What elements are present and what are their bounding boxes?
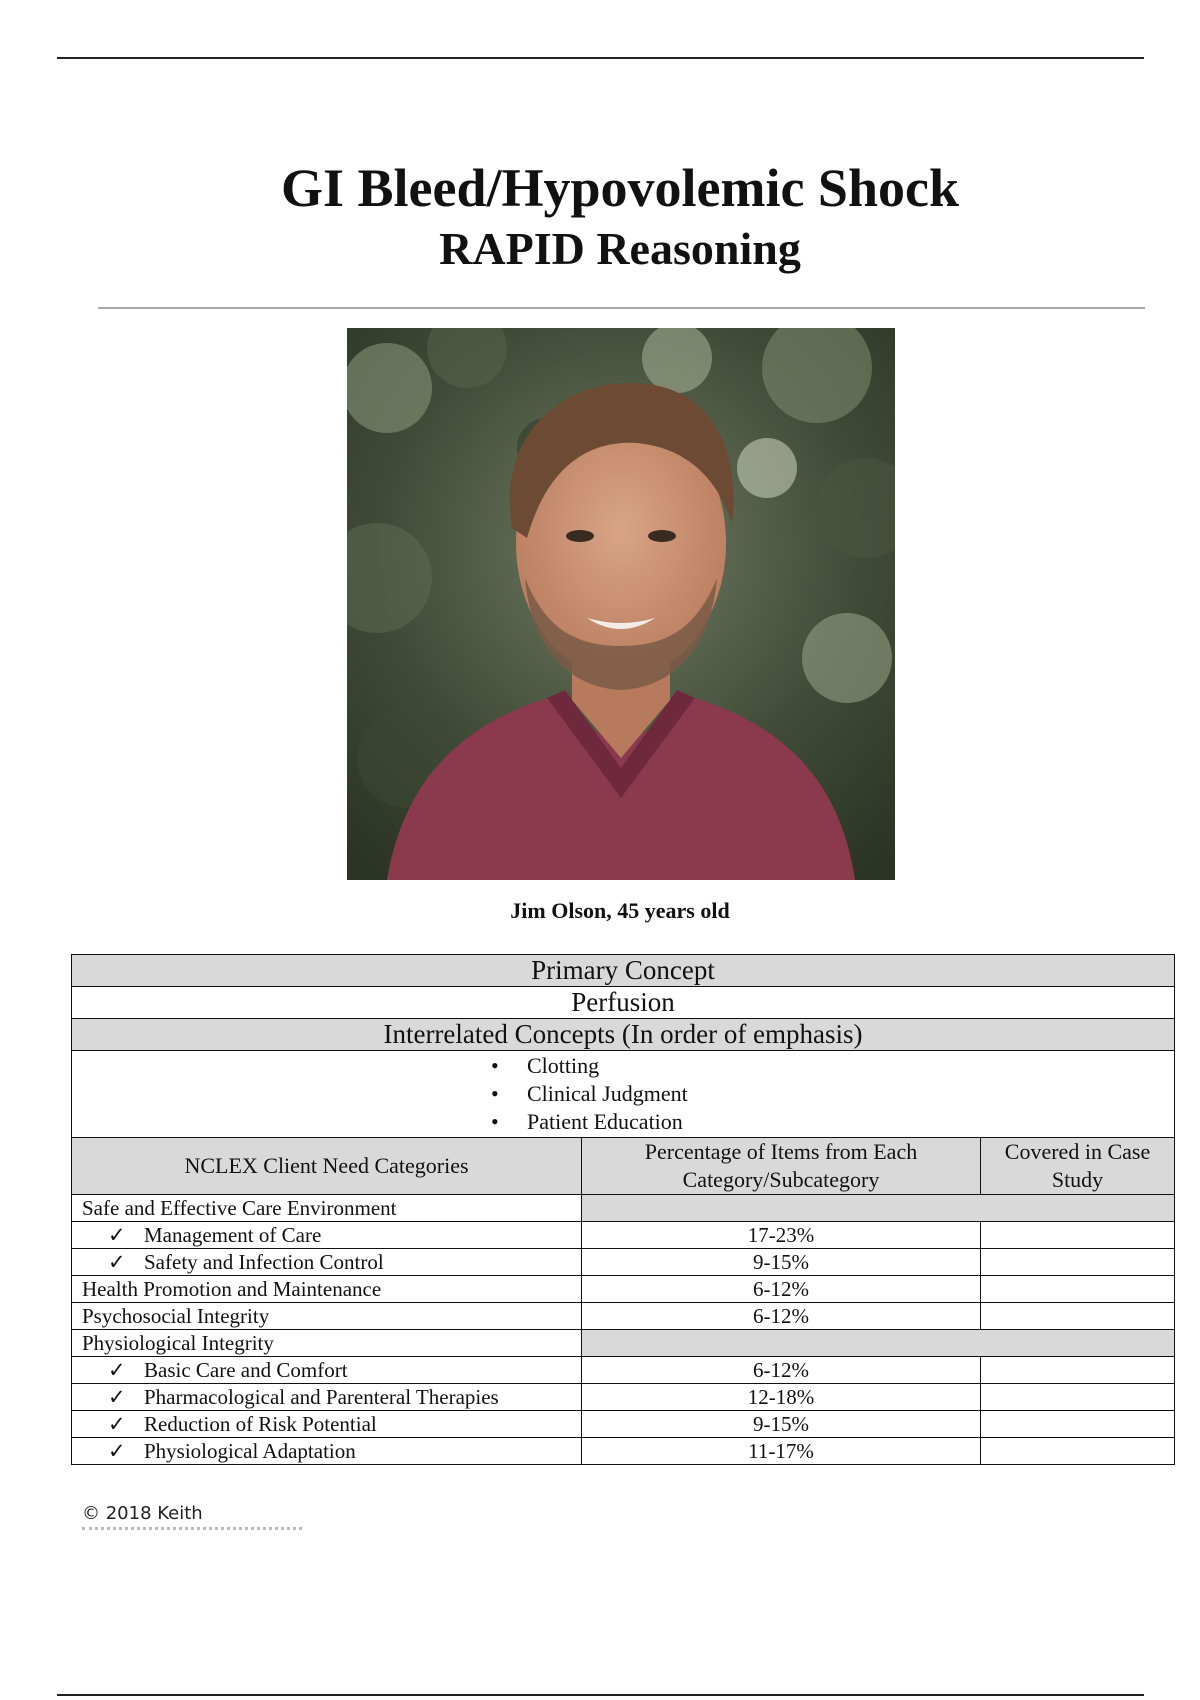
percentage-cell: 11-17% (582, 1438, 981, 1465)
table-row (72, 1411, 1175, 1438)
table-row (72, 1438, 1175, 1465)
copyright-notice: © 2018 Keith (82, 1503, 203, 1524)
category-label: Safe and Effective Care Environment (82, 1195, 397, 1220)
copyright-faded-line (82, 1527, 302, 1534)
interrelated-item: • Clotting (489, 1052, 719, 1080)
bottom-rule (57, 1694, 1144, 1696)
percentage-cell (582, 1195, 1175, 1222)
interrelated-item: • Clinical Judgment (489, 1080, 719, 1108)
table-row (72, 1195, 1175, 1222)
page-title: GI Bleed/Hypovolemic Shock (280, 158, 960, 218)
category-cell (72, 1303, 582, 1330)
category-cell (72, 1384, 582, 1411)
interrelated-list (489, 1052, 719, 1136)
checkmark-icon: ✓ (108, 1438, 126, 1463)
interrelated-item: • Patient Education (489, 1108, 719, 1136)
top-rule (57, 57, 1144, 59)
category-label: Psychosocial Integrity (82, 1303, 270, 1328)
checkmark-icon: ✓ (108, 1384, 126, 1409)
covered-cell (981, 1276, 1175, 1303)
category-label: Physiological Integrity (82, 1330, 274, 1355)
table-row (72, 1330, 1175, 1357)
interrelated-label: Interrelated Concepts (In order of emphasis) (72, 1019, 1175, 1051)
column-header-row (72, 1138, 1175, 1195)
covered-cell (981, 1384, 1175, 1411)
percentage-cell: 6-12% (582, 1357, 981, 1384)
title-divider (98, 307, 1145, 309)
percentage-cell: 12-18% (582, 1384, 981, 1411)
percentage-cell (582, 1330, 1175, 1357)
category-label: Physiological Adaptation (144, 1438, 356, 1463)
percentage-cell: 9-15% (582, 1411, 981, 1438)
covered-cell (981, 1411, 1175, 1438)
table-row (72, 1357, 1175, 1384)
category-cell (72, 1330, 582, 1357)
category-label: Basic Care and Comfort (144, 1357, 348, 1382)
column-header-category: NCLEX Client Need Categories (72, 1138, 582, 1195)
primary-concept-row (72, 987, 1175, 1019)
checkmark-icon: ✓ (108, 1249, 126, 1274)
interrelated-list-cell (72, 1051, 1175, 1138)
checkmark-icon: ✓ (108, 1411, 126, 1436)
category-label: Safety and Infection Control (144, 1249, 384, 1274)
interrelated-header-row (72, 1019, 1175, 1051)
category-cell (72, 1411, 582, 1438)
primary-concept-label: Primary Concept (72, 955, 1175, 987)
category-cell (72, 1276, 582, 1303)
category-cell (72, 1357, 582, 1384)
column-header-covered: Covered in Case Study (981, 1138, 1175, 1195)
table-row (72, 1276, 1175, 1303)
column-header-percentage: Percentage of Items from Each Category/Subcategory (582, 1138, 981, 1195)
covered-cell (981, 1357, 1175, 1384)
category-label: Health Promotion and Maintenance (82, 1276, 382, 1301)
concepts-table (71, 954, 1175, 1465)
category-label: Reduction of Risk Potential (144, 1411, 377, 1436)
table-row (72, 1222, 1175, 1249)
covered-cell (981, 1222, 1175, 1249)
table-row (72, 1384, 1175, 1411)
checkmark-icon: ✓ (108, 1222, 126, 1247)
table-row (72, 1303, 1175, 1330)
category-cell (72, 1249, 582, 1276)
page-subtitle: RAPID Reasoning (439, 223, 801, 274)
interrelated-list-row (72, 1051, 1175, 1138)
percentage-cell: 6-12% (582, 1276, 981, 1303)
category-label: Pharmacological and Parenteral Therapies (144, 1384, 499, 1409)
percentage-cell: 17-23% (582, 1222, 981, 1249)
percentage-cell: 6-12% (582, 1303, 981, 1330)
covered-cell (981, 1303, 1175, 1330)
category-cell (72, 1195, 582, 1222)
table-row (72, 1249, 1175, 1276)
photo-caption: Jim Olson, 45 years old (510, 898, 730, 923)
checkmark-icon: ✓ (108, 1357, 126, 1382)
patient-photo (347, 328, 895, 880)
primary-concept-value: Perfusion (72, 987, 1175, 1019)
covered-cell (981, 1438, 1175, 1465)
category-label: Management of Care (144, 1222, 322, 1247)
percentage-cell: 9-15% (582, 1249, 981, 1276)
covered-cell (981, 1249, 1175, 1276)
category-cell (72, 1438, 582, 1465)
primary-concept-header-row (72, 955, 1175, 987)
category-cell (72, 1222, 582, 1249)
